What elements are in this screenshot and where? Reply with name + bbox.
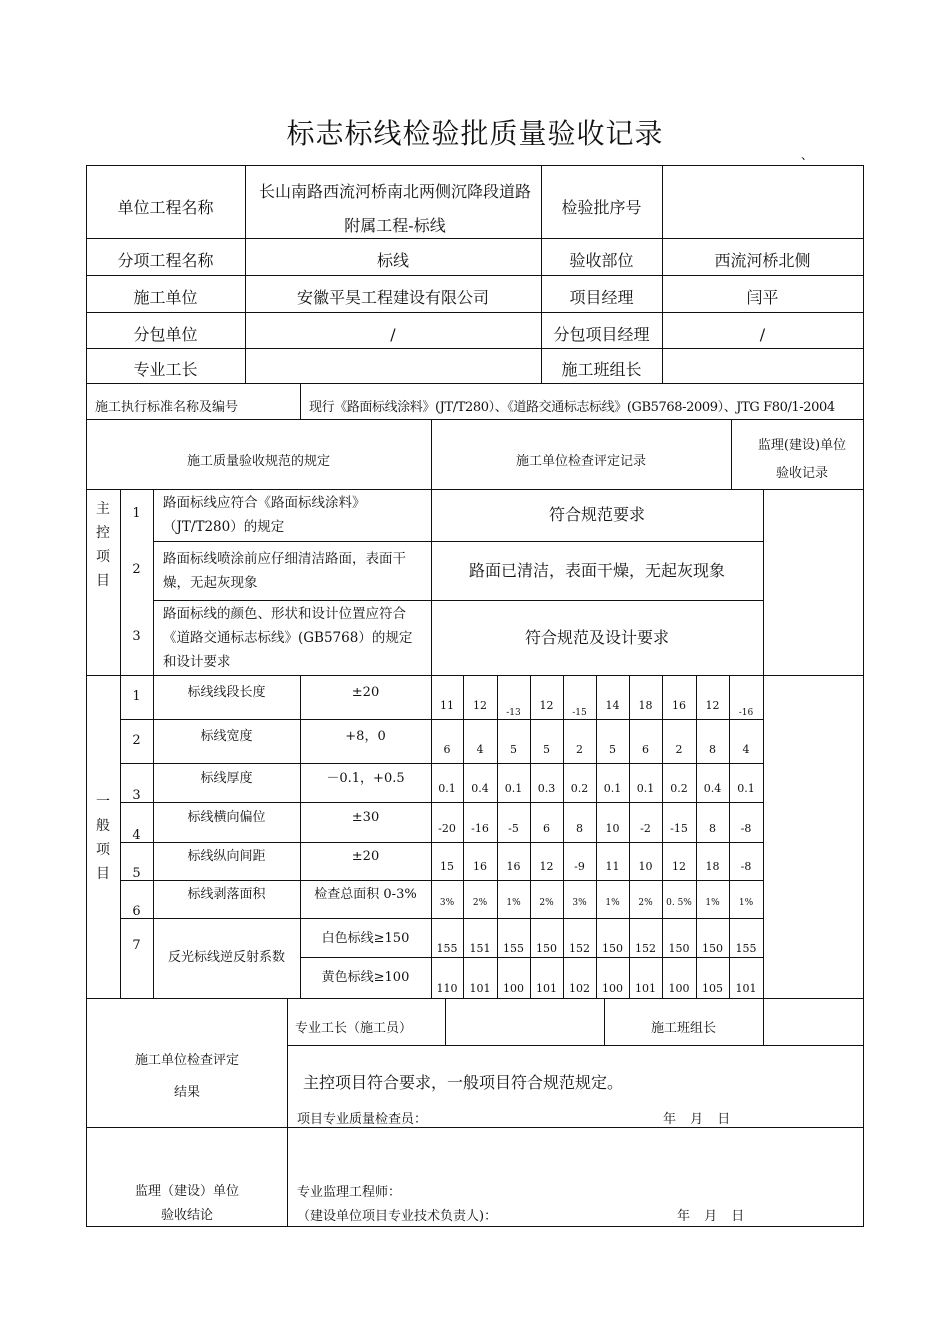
- general-item-tolerance: －0.1，+0.5: [326, 770, 405, 786]
- general-item-value: -15: [670, 822, 688, 835]
- yellow-line-value: 105: [702, 982, 723, 995]
- general-item-value: 11: [440, 699, 454, 712]
- white-line-value: 155: [436, 942, 458, 955]
- sub-project-value: 标线: [376, 251, 409, 270]
- general-item-value: -2: [640, 822, 651, 835]
- general-item-value: 11: [605, 860, 620, 873]
- white-line-value: 150: [702, 942, 723, 955]
- general-item-value: 16: [672, 699, 686, 712]
- general-item-value: 18: [705, 860, 720, 873]
- general-item-name: 反光标线逆反射系数: [167, 950, 285, 965]
- general-item-value: 12: [473, 699, 487, 712]
- general-item-tolerance: ±30: [351, 810, 380, 825]
- white-line-value: 155: [735, 942, 757, 955]
- grid-line-h: [86, 165, 864, 166]
- yellow-line-value: 100: [503, 982, 524, 995]
- grid-line-h: [86, 275, 864, 276]
- standard-value: 现行《路面标线涂料》(JT/T280）、《道路交通标志标线》(GB5768-2009）、JTG F80/1-2004: [309, 400, 835, 415]
- grid-line-h: [153, 541, 764, 542]
- unit-project-value: 长山南路西流河桥南北两侧沉降段道路附属工程-标线: [258, 182, 531, 235]
- grid-line-h: [120, 719, 764, 720]
- grid-line-v: [863, 165, 864, 1227]
- grid-line-h: [120, 918, 764, 919]
- general-item-value: 0.3: [537, 782, 556, 795]
- supervisor-result-label: 监理（建设）单位验收结论: [135, 1184, 240, 1223]
- grid-line-v: [300, 383, 301, 420]
- yellow-line-value: 100: [602, 982, 623, 995]
- white-line-value: 155: [503, 942, 524, 955]
- general-item-value: 15: [440, 860, 454, 873]
- general-item-no: 1: [132, 689, 141, 704]
- col-supervisor-header: 监理(建设)单位验收记录: [757, 438, 847, 481]
- main-item-no: 3: [132, 628, 141, 644]
- general-item-no: 6: [132, 904, 141, 919]
- general-item-value: 4: [742, 743, 750, 756]
- general-item-value: 3%: [439, 898, 455, 908]
- yellow-line-value: 101: [635, 982, 656, 995]
- yellow-line-value: 100: [668, 982, 690, 995]
- unit-project-label: 单位工程名称: [117, 198, 214, 217]
- general-item-name: 标线剥落面积: [187, 887, 266, 902]
- general-item-value: 4: [476, 743, 484, 756]
- general-item-value: -8: [740, 822, 752, 835]
- accept-part-label: 验收部位: [569, 251, 634, 270]
- pm-value: 闫平: [746, 288, 779, 307]
- general-item-value: 1%: [605, 898, 620, 908]
- general-items-group-label: 一般项目: [96, 794, 110, 882]
- grid-line-v: [445, 998, 446, 1046]
- general-item-no: 4: [132, 828, 141, 843]
- grid-line-h: [86, 383, 864, 384]
- grid-line-h: [86, 998, 864, 999]
- general-item-value: 12: [672, 860, 686, 873]
- general-item-value: 1%: [506, 898, 521, 908]
- main-item-result: 符合规范要求: [548, 505, 645, 524]
- general-item-no: 5: [132, 866, 141, 881]
- yellow-line-value: 110: [436, 982, 458, 995]
- general-item-value: 8: [576, 822, 583, 835]
- main-items-group-label: 主控项目: [96, 501, 110, 589]
- general-item-value: 8: [709, 822, 716, 835]
- general-item-value: 12: [705, 699, 720, 712]
- general-item-value: 6: [543, 822, 550, 835]
- white-line-tolerance: 白色标线≥150: [321, 931, 410, 946]
- general-item-value: 0.1: [636, 782, 655, 795]
- col-check-header: 施工单位检查评定记录: [515, 454, 646, 469]
- yellow-line-value: 102: [569, 982, 590, 995]
- general-item-no: 2: [132, 733, 141, 748]
- general-item-value: 0. 5%: [666, 898, 692, 908]
- general-item-value: 0.1: [438, 782, 456, 795]
- general-item-name: 标线线段长度: [187, 685, 266, 700]
- general-item-value: -9: [574, 860, 585, 873]
- grid-line-v: [300, 675, 301, 999]
- grid-line-h: [120, 802, 764, 803]
- general-item-value: 10: [605, 822, 620, 835]
- general-item-tolerance: 检查总面积 0-3%: [314, 887, 417, 902]
- white-line-value: 151: [469, 942, 491, 955]
- general-item-value: 6: [642, 743, 649, 756]
- general-item-name: 标线横向偏位: [187, 810, 266, 825]
- grid-line-h: [86, 1127, 864, 1128]
- general-item-value: 12: [539, 699, 554, 712]
- main-item-spec: 路面标线的颜色、形状和设计位置应符合《道路交通标志标线》(GB5768）的规定和设计要求: [163, 605, 413, 670]
- general-item-tolerance: ±20: [351, 849, 380, 864]
- general-item-value: 0.1: [603, 782, 622, 795]
- pm-label: 项目经理: [569, 288, 634, 307]
- general-item-value: 5: [510, 743, 517, 756]
- general-item-value: 16: [473, 860, 487, 873]
- standard-label: 施工执行标准名称及编号: [95, 400, 239, 415]
- general-item-value: 0.4: [471, 782, 489, 795]
- general-item-value: 12: [539, 860, 554, 873]
- grid-line-h: [287, 1045, 864, 1046]
- yellow-line-tolerance: 黄色标线≥100: [321, 970, 410, 985]
- white-line-value: 152: [569, 942, 590, 955]
- general-item-value: -13: [506, 708, 521, 718]
- general-item-value: -16: [471, 822, 489, 835]
- team-leader-label: 施工班组长: [561, 360, 642, 379]
- sub-project-label: 分项工程名称: [117, 251, 214, 270]
- general-item-value: 0.2: [570, 782, 589, 795]
- white-line-value: 150: [536, 942, 557, 955]
- contractor-label: 施工单位: [133, 288, 198, 307]
- corner-mark: 、: [801, 148, 814, 162]
- owner-tech-lead-label: （建设单位项目专业技术负责人)：: [297, 1209, 498, 1224]
- general-item-value: 0.4: [703, 782, 722, 795]
- contractor-conclusion: 主控项目符合要求，一般项目符合规范规定。: [303, 1073, 624, 1092]
- grid-line-h: [86, 419, 864, 420]
- general-item-value: 0.2: [670, 782, 688, 795]
- general-item-value: 1%: [738, 898, 754, 908]
- grid-line-v: [245, 165, 246, 384]
- general-item-tolerance: ±20: [351, 685, 380, 700]
- general-item-value: 3%: [572, 898, 587, 908]
- general-item-value: 6: [443, 743, 451, 756]
- subcontractor-label: 分包单位: [133, 325, 198, 344]
- grid-line-h: [300, 957, 764, 958]
- sub-pm-value: /: [759, 325, 766, 344]
- general-item-value: 5: [609, 743, 616, 756]
- general-item-value: 5: [543, 743, 550, 756]
- grid-line-h: [86, 348, 864, 349]
- contractor-value: 安徽平昊工程建设有限公司: [296, 288, 489, 307]
- general-item-value: -5: [508, 822, 519, 835]
- subcontractor-value: /: [390, 325, 396, 344]
- general-item-value: -8: [740, 860, 752, 873]
- general-item-no: 7: [132, 938, 141, 953]
- grid-line-h: [86, 489, 864, 490]
- general-item-no: 3: [132, 788, 141, 803]
- supervisor-engineer-label: 专业监理工程师：: [297, 1185, 402, 1200]
- general-item-name: 标线纵向间距: [187, 849, 266, 864]
- general-item-value: 0.1: [737, 782, 755, 795]
- quality-inspector-label: 项目专业质量检查员：: [297, 1112, 428, 1127]
- grid-line-h: [120, 763, 764, 764]
- col-spec-header: 施工质量验收规范的规定: [186, 454, 330, 469]
- general-item-value: -15: [572, 708, 587, 718]
- main-item-result: 符合规范及设计要求: [524, 627, 669, 647]
- contractor-foreman-label: 专业工长（施工员）: [295, 1021, 413, 1036]
- general-item-name: 标线厚度: [200, 770, 253, 786]
- general-item-value: 14: [605, 699, 620, 712]
- contractor-team-leader-label: 施工班组长: [650, 1021, 716, 1036]
- general-item-value: 0.1: [504, 782, 523, 795]
- general-item-value: 2%: [472, 898, 488, 908]
- general-item-name: 标线宽度: [200, 729, 253, 744]
- general-item-value: 2: [675, 743, 683, 756]
- grid-line-v: [287, 998, 288, 1227]
- page-title: 标志标线检验批质量验收记录: [286, 117, 664, 150]
- main-item-result: 路面已清洁，表面干燥，无起灰现象: [468, 560, 725, 580]
- general-item-value: 8: [709, 743, 716, 756]
- contractor-result-label: 施工单位检查评定结果: [135, 1053, 240, 1100]
- general-item-value: 2: [576, 743, 583, 756]
- general-item-value: 16: [506, 860, 521, 873]
- main-item-spec: 路面标线应符合《路面标线涂料》（JT/T280）的规定: [163, 495, 366, 535]
- grid-line-h: [120, 880, 764, 881]
- white-line-value: 150: [668, 942, 690, 955]
- grid-line-h: [120, 842, 764, 843]
- accept-part-value: 西流河桥北侧: [714, 251, 811, 270]
- general-item-value: 2%: [638, 898, 653, 908]
- grid-line-v: [662, 165, 663, 384]
- main-item-no: 1: [132, 506, 141, 521]
- grid-line-h: [86, 675, 864, 676]
- general-item-value: 2%: [539, 898, 554, 908]
- yellow-line-value: 101: [735, 982, 757, 995]
- yellow-line-value: 101: [536, 982, 557, 995]
- grid-line-h: [86, 312, 864, 313]
- general-item-value: 1%: [705, 898, 720, 908]
- contractor-date-label: 年 月 日: [663, 1112, 731, 1127]
- main-item-spec: 路面标线喷涂前应仔细清洁路面，表面干燥，无起灰现象: [163, 550, 406, 591]
- yellow-line-value: 101: [469, 982, 491, 995]
- general-item-tolerance: +8，0: [345, 729, 386, 744]
- grid-line-v: [763, 489, 764, 999]
- white-line-value: 150: [602, 942, 623, 955]
- white-line-value: 152: [635, 942, 656, 955]
- foreman-label: 专业工长: [133, 360, 198, 379]
- sub-pm-label: 分包项目经理: [553, 325, 650, 344]
- grid-line-v: [763, 998, 764, 1046]
- grid-line-v: [731, 419, 732, 490]
- general-item-value: -20: [438, 822, 456, 835]
- general-item-value: -16: [738, 708, 754, 718]
- batch-no-label: 检验批序号: [561, 198, 642, 217]
- general-item-value: 18: [638, 699, 653, 712]
- supervisor-date-label: 年 月 日: [677, 1209, 745, 1224]
- general-item-value: 10: [638, 860, 653, 873]
- main-item-no: 2: [132, 561, 141, 577]
